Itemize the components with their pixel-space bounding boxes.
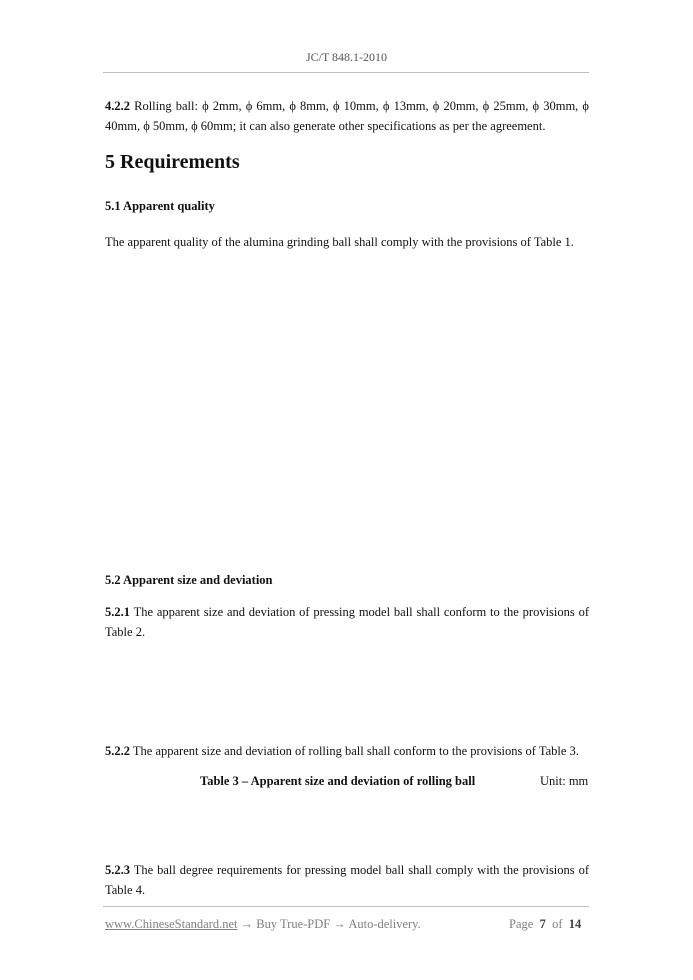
page-indicator xyxy=(509,917,581,932)
clause-number: 5.2.2 xyxy=(105,744,130,758)
clause-5-2-1 xyxy=(105,602,589,642)
table-3-unit: Unit: mm xyxy=(540,774,589,788)
auto-delivery-text: Auto-delivery. xyxy=(348,917,421,931)
clause-5-2-3 xyxy=(105,860,589,900)
clause-text: Rolling ball: ϕ 2mm, ϕ 6mm, ϕ 8mm, ϕ 10mm, ϕ 13mm, ϕ 20mm, ϕ 25mm, ϕ 30mm, ϕ 40mm, ϕ 50mm, ϕ 60mm; it can also generate other specifications as per the agreement. xyxy=(105,99,589,133)
table-3-caption: Table 3 – Apparent size and deviation of rolling ball xyxy=(200,774,476,788)
subsection-heading-5-1: 5.1 Apparent quality xyxy=(105,199,215,213)
header-rule xyxy=(103,72,589,73)
clause-number: 4.2.2 xyxy=(105,99,130,113)
clause-text: The apparent size and deviation of rolling ball shall conform to the provisions of Table 3. xyxy=(132,744,579,758)
section-heading-5: 5 Requirements xyxy=(105,151,240,173)
footer-promo xyxy=(105,917,421,932)
page-total: 14 xyxy=(568,917,582,931)
arrow-icon: → xyxy=(330,917,349,931)
clause-text: The ball degree requirements for pressing model ball shall comply with the provisions of Table 4. xyxy=(105,863,589,897)
clause-number: 5.2.3 xyxy=(105,863,130,877)
footer-rule xyxy=(103,906,589,907)
site-link[interactable]: www.ChineseStandard.net xyxy=(105,917,238,931)
page-current: 7 xyxy=(539,917,546,931)
of-label: of xyxy=(552,917,563,931)
subsection-heading-5-2: 5.2 Apparent size and deviation xyxy=(105,573,273,587)
running-header: JC/T 848.1-2010 xyxy=(305,50,388,64)
clause-4-2-2 xyxy=(105,96,589,136)
clause-5-2-2 xyxy=(105,741,589,761)
clause-text: The apparent size and deviation of pressing model ball shall conform to the provisions of Table 2. xyxy=(105,605,589,639)
arrow-icon: → xyxy=(237,917,257,931)
clause-number: 5.2.1 xyxy=(105,605,130,619)
paragraph-5-1: The apparent quality of the alumina grinding ball shall comply with the provisions of Table 1. xyxy=(105,235,574,249)
buy-pdf-link[interactable]: Buy True-PDF xyxy=(256,917,331,931)
page-label: Page xyxy=(509,917,534,931)
